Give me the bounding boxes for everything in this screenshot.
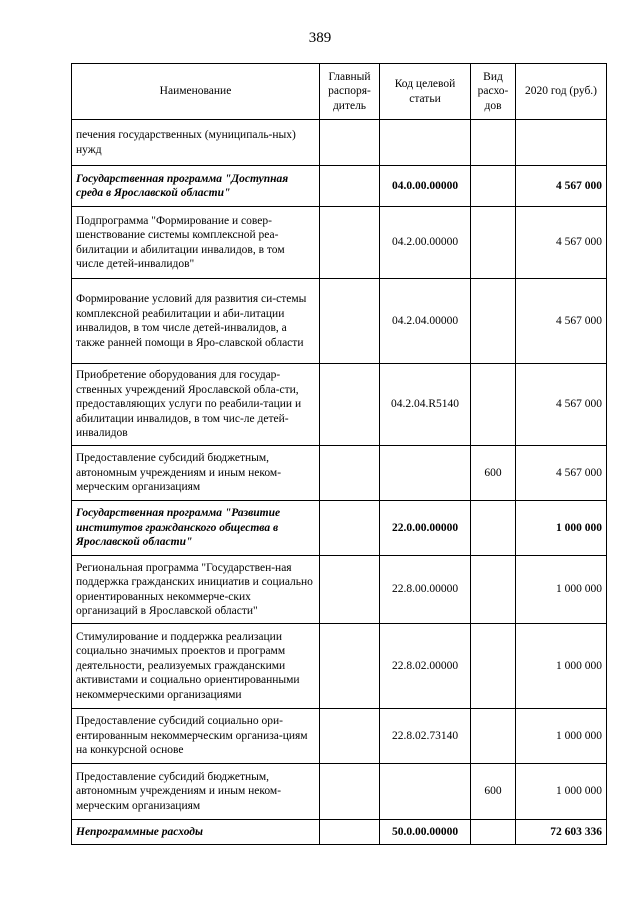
cell-type <box>471 207 516 279</box>
cell-amount: 72 603 336 <box>516 820 607 845</box>
cell-amount: 1 000 000 <box>516 556 607 624</box>
cell-name: Государственная программа "Развитие институтов гражданского общества в Ярославской области" <box>72 501 320 556</box>
header-type: Вид расхо-дов <box>471 64 516 120</box>
cell-type: 600 <box>471 446 516 501</box>
header-admin: Главный распоря-дитель <box>320 64 380 120</box>
cell-name: Непрограммные расходы <box>72 820 320 845</box>
cell-type <box>471 166 516 207</box>
header-name: Наименование <box>72 64 320 120</box>
table-row <box>72 446 607 501</box>
cell-type <box>471 364 516 446</box>
cell-code <box>380 764 471 820</box>
cell-code <box>380 446 471 501</box>
cell-admin <box>320 820 380 845</box>
table-row <box>72 279 607 364</box>
cell-admin <box>320 764 380 820</box>
table-row <box>72 120 607 166</box>
cell-code: 04.2.04.00000 <box>380 279 471 364</box>
table-row <box>72 556 607 624</box>
cell-amount: 4 567 000 <box>516 446 607 501</box>
cell-admin <box>320 364 380 446</box>
cell-type <box>471 501 516 556</box>
cell-amount: 1 000 000 <box>516 764 607 820</box>
table-row <box>72 624 607 709</box>
cell-type <box>471 820 516 845</box>
cell-amount: 4 567 000 <box>516 364 607 446</box>
table-row <box>72 501 607 556</box>
cell-admin <box>320 279 380 364</box>
cell-admin <box>320 446 380 501</box>
cell-code: 22.8.02.00000 <box>380 624 471 709</box>
cell-amount: 4 567 000 <box>516 166 607 207</box>
cell-amount: 1 000 000 <box>516 624 607 709</box>
cell-name: Приобретение оборудования для государ-ственных учреждений Ярославской обла-сти, предоставляющих услуги по реабили-тации и абилитации инвалидов, в том чис-ле детей-инвалидов <box>72 364 320 446</box>
header-amount: 2020 год (руб.) <box>516 64 607 120</box>
cell-name: Государственная программа "Доступная среда в Ярославской области" <box>72 166 320 207</box>
table-row <box>72 764 607 820</box>
cell-code: 50.0.00.00000 <box>380 820 471 845</box>
cell-type: 600 <box>471 764 516 820</box>
cell-amount <box>516 120 607 166</box>
cell-name: Формирование условий для развития си-стемы комплексной реабилитации и аби-литации инвалидов, в том числе детей-инвалидов, а также ранней помощи в Яро-славской области <box>72 279 320 364</box>
cell-code: 04.2.00.00000 <box>380 207 471 279</box>
cell-code: 22.8.00.00000 <box>380 556 471 624</box>
cell-code: 04.2.04.R5140 <box>380 364 471 446</box>
table-row <box>72 820 607 845</box>
cell-admin <box>320 624 380 709</box>
cell-amount: 4 567 000 <box>516 279 607 364</box>
cell-type <box>471 279 516 364</box>
header-row <box>72 64 607 120</box>
cell-name: печения государственных (муниципаль-ных) нужд <box>72 120 320 166</box>
cell-type <box>471 120 516 166</box>
cell-admin <box>320 556 380 624</box>
cell-name: Предоставление субсидий бюджетным, автономным учреждениям и иным неком-мерческим организациям <box>72 446 320 501</box>
cell-code: 04.0.00.00000 <box>380 166 471 207</box>
table-row <box>72 709 607 764</box>
table-header <box>72 64 607 120</box>
table-row <box>72 207 607 279</box>
cell-name: Подпрограмма "Формирование и совер-шенствование системы комплексной реа-билитации и абилитации инвалидов, в том числе детей-инвалидов" <box>72 207 320 279</box>
cell-amount: 4 567 000 <box>516 207 607 279</box>
cell-code: 22.0.00.00000 <box>380 501 471 556</box>
table-row <box>72 364 607 446</box>
table-body <box>72 120 607 845</box>
cell-admin <box>320 709 380 764</box>
cell-admin <box>320 501 380 556</box>
cell-amount: 1 000 000 <box>516 709 607 764</box>
cell-code: 22.8.02.73140 <box>380 709 471 764</box>
cell-amount: 1 000 000 <box>516 501 607 556</box>
header-code: Код целевой статьи <box>380 64 471 120</box>
cell-admin <box>320 207 380 279</box>
cell-code <box>380 120 471 166</box>
cell-name: Предоставление субсидий бюджетным, автономным учреждениям и иным неком-мерческим организациям <box>72 764 320 820</box>
cell-name: Региональная программа "Государствен-ная поддержка гражданских инициатив и социально ориентированных некоммерче-ских организаций в Ярославской области" <box>72 556 320 624</box>
table-row <box>72 166 607 207</box>
budget-table <box>71 63 607 845</box>
cell-name: Стимулирование и поддержка реализации социально значимых проектов и программ деятельности, реализуемых гражданскими активистами и социально ориентированными некоммерческими организациями <box>72 624 320 709</box>
cell-type <box>471 624 516 709</box>
cell-admin <box>320 120 380 166</box>
cell-type <box>471 556 516 624</box>
cell-name: Предоставление субсидий социально ори-ентированным некоммерческим организа-циям на конкурсной основе <box>72 709 320 764</box>
cell-type <box>471 709 516 764</box>
cell-admin <box>320 166 380 207</box>
page-number: 389 <box>308 30 332 46</box>
